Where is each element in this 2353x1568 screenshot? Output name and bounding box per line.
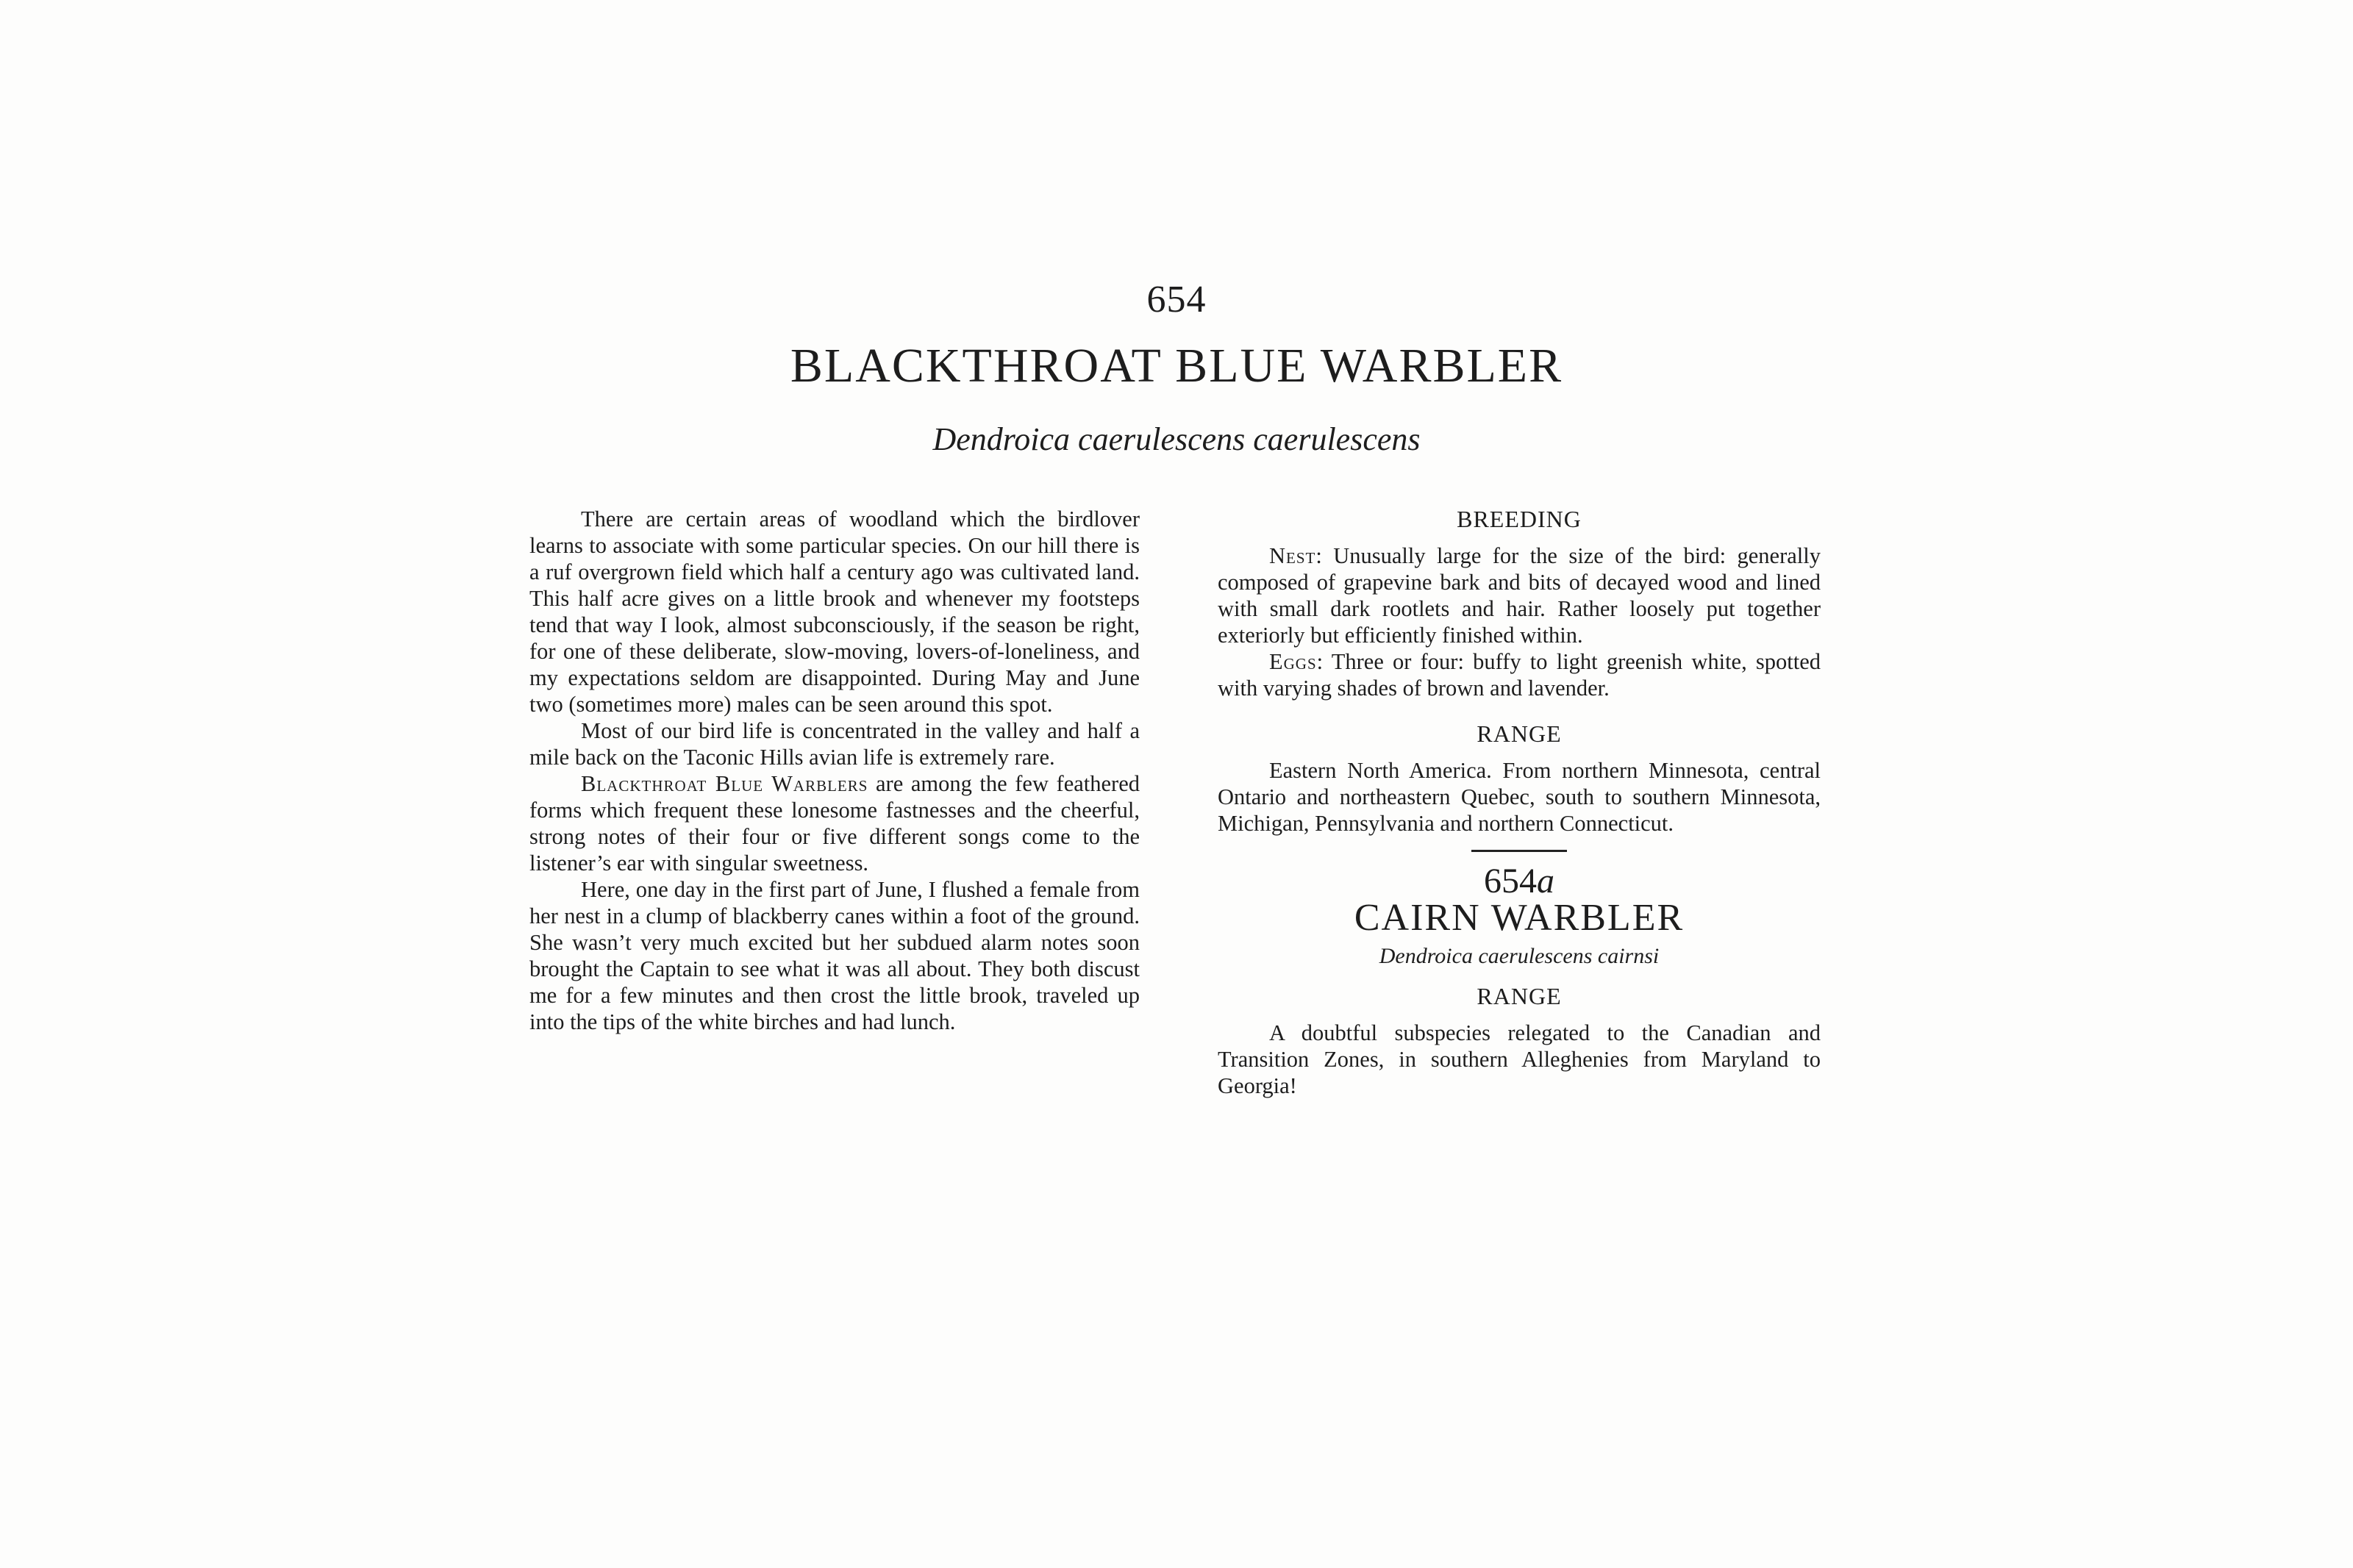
page-number: 654: [1146, 279, 1207, 321]
subspecies-range-paragraph: A doubtful subspecies relegated to the Canadian and Transition Zones, in southern Alleghenies from Maryland to Georgia!: [1218, 1020, 1821, 1098]
eggs-text: : Three or four: buffy to light greenish white, spotted with varying shades of brown and lavender.: [1218, 649, 1821, 701]
breeding-heading: BREEDING: [1457, 506, 1582, 532]
subspecies-title: CAIRN WARBLER: [1354, 897, 1685, 939]
eggs-paragraph: [1218, 648, 1821, 701]
subspecies-number: [1218, 862, 1821, 901]
range-paragraph: Eastern North America. From northern Minnesota, central Ontario and northeastern Quebec, south to southern Minnesota, Michigan, Pennsylvania and northern Connecticut.: [1218, 758, 1821, 836]
page-title: BLACKTHROAT BLUE WARBLER: [790, 339, 1563, 393]
paragraph-nest-encounter: Here, one day in the first part of June, I flushed a female from her nest in a clump of blackberry canes within a foot of the ground. She wasn’t very much excited but her subdued alarm notes soon brought the Captain to see what it was all about. They both discust me for a few minutes and then crost the little brook, traveled up into the tips of the white birches and had lunch.: [529, 877, 1140, 1034]
subspecies-scientific-name: Dendroica caerulescens cairnsi: [1379, 944, 1660, 968]
subspecies-number-suffix: a: [1537, 862, 1554, 901]
range-heading: RANGE: [1477, 720, 1562, 747]
nest-label: Nest: [1269, 543, 1316, 568]
eggs-label: Eggs: [1269, 649, 1317, 674]
paragraph-songs: [529, 770, 1140, 876]
species-name-lead: Blackthroat Blue Warblers: [581, 771, 868, 796]
nest-text: : Unusually large for the size of the bird: generally composed of grapevine bark and bits of decayed wood and lined with small dark rootlets and hair. Rather loosely put together exteriorly but efficiently finished within.: [1218, 543, 1821, 648]
paragraph-bird-life: Most of our bird life is concentrated in the valley and half a mile back on the Taconic Hills avian life is extremely rare.: [529, 718, 1140, 770]
section-divider: [1471, 850, 1567, 852]
subspecies-number-digits: 654: [1484, 862, 1537, 901]
subspecies-range-heading: RANGE: [1477, 983, 1562, 1009]
paragraph-woodland: There are certain areas of woodland which the birdlover learns to associate with some particular species. On our hill there is a ruf overgrown field which half a century ago was cultivated land. This half acre gives on a little brook and whenever my footsteps tend that way I look, almost subconsciously, if the season be right, for one of these deliberate, slow-moving, lovers-of-loneliness, and my expectations seldom are disappointed. During May and June two (sometimes more) males can be seen around this spot.: [529, 506, 1140, 717]
paragraph-songs-text: are among the few feathered forms which frequent these lonesome fastnesses and the cheerful, strong notes of their four or five different songs come to the listener’s ear with singular sweetness.: [529, 771, 1140, 876]
right-column: [1218, 506, 1821, 1099]
scientific-name: Dendroica caerulescens caerulescens: [932, 421, 1421, 457]
nest-paragraph: [1218, 543, 1821, 648]
left-column: [529, 506, 1140, 1035]
